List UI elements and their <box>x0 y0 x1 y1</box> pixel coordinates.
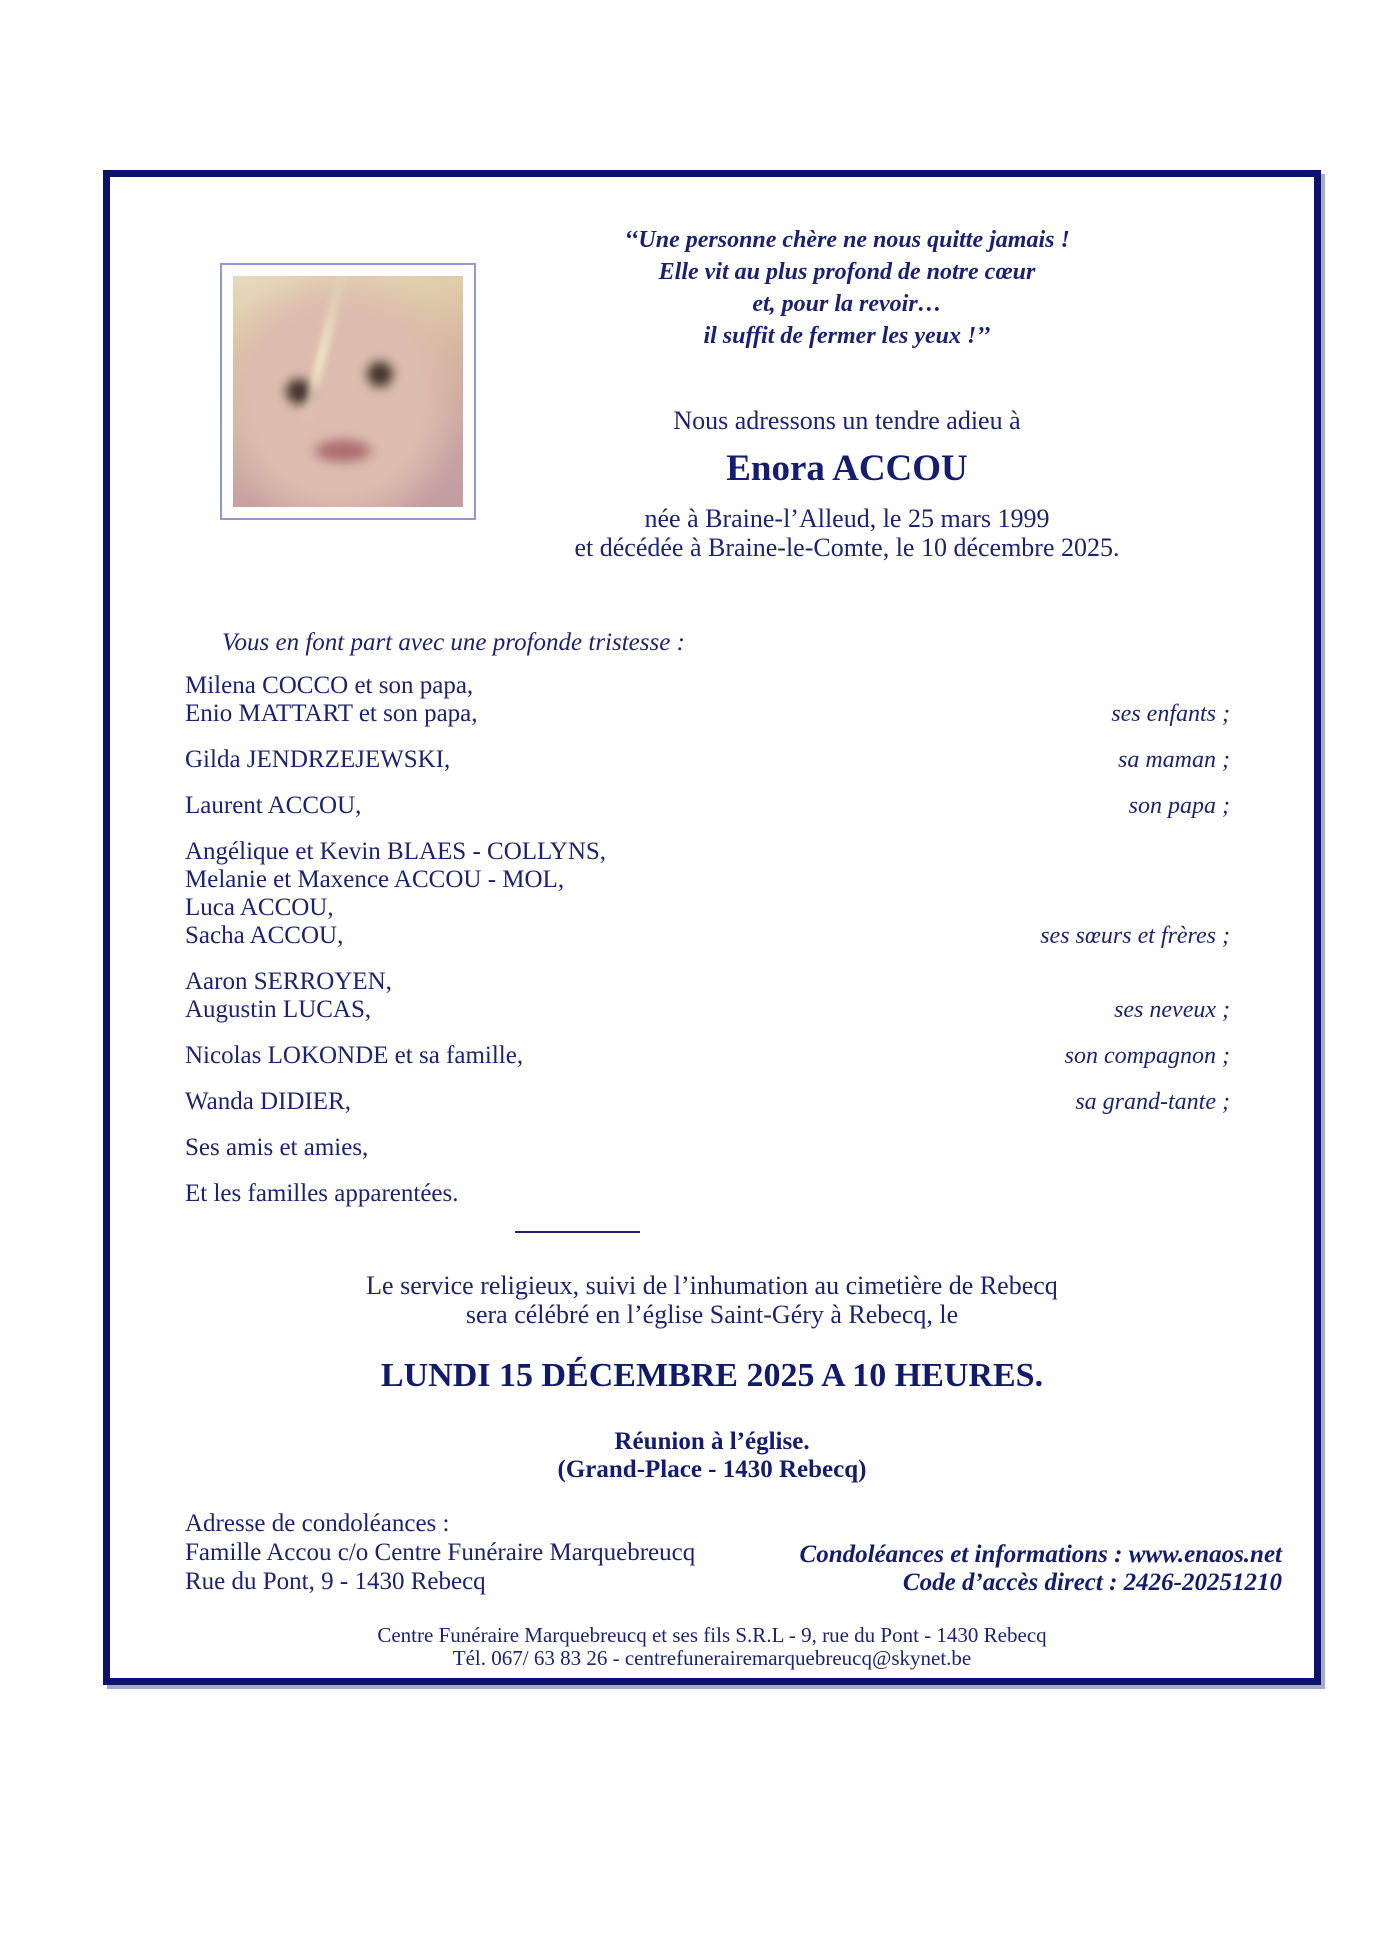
ceremony-date-line: LUNDI 15 DÉCEMBRE 2025 A 10 HEURES. <box>380 1357 1044 1394</box>
deceased-name: Enora ACCOU <box>726 448 968 489</box>
condolence-address <box>185 1509 695 1596</box>
relation-label: son compagnon ; <box>1064 1043 1230 1069</box>
family-member-name: Gilda JENDRZEJEWSKI, <box>185 746 451 773</box>
condolence-address-line: Adresse de condoléances : <box>185 1510 450 1537</box>
family-member-name: Milena COCCO et son papa, <box>185 672 474 699</box>
family-group-friends <box>185 1134 1230 1162</box>
family-list <box>185 672 1230 1226</box>
meeting-line: Réunion à l’église. <box>614 1428 810 1455</box>
service-line: Le service religieux, suivi de l’inhumation au cimetière de Rebecq <box>366 1271 1058 1300</box>
family-member-name: Enio MATTART et son papa, <box>185 700 478 727</box>
family-member-name: Et les familles apparentées. <box>185 1180 459 1207</box>
footer-line: Tél. 067/ 63 83 26 - centrefunerairemarquebreucq@skynet.be <box>452 1646 972 1670</box>
family-group-related-families <box>185 1180 1230 1208</box>
quote-line: il suffit de fermer les yeux !’’ <box>703 323 991 349</box>
family-group-mother <box>185 746 1230 774</box>
family-member-name: Wanda DIDIER, <box>185 1088 351 1115</box>
condolence-address-line: Famille Accou c/o Centre Funéraire Marquebreucq <box>185 1539 696 1566</box>
condolence-address-line: Rue du Pont, 9 - 1430 Rebecq <box>185 1568 486 1595</box>
online-condolence-line: Condoléances et informations : www.enaos.net <box>799 1541 1282 1568</box>
service-announcement <box>110 1271 1314 1329</box>
family-group-partner <box>185 1042 1230 1070</box>
online-condolence-line: Code d’accès direct : 2426-20251210 <box>902 1569 1282 1596</box>
quote-line: ‘‘Une personne chère ne nous quitte jamais ! <box>624 227 1070 253</box>
relation-label: sa grand-tante ; <box>1075 1089 1230 1115</box>
family-member-name: Luca ACCOU, <box>185 894 334 921</box>
quote-line: Elle vit au plus profond de notre cœur <box>658 259 1036 285</box>
family-member-name: Sacha ACCOU, <box>185 922 344 949</box>
quote-line: et, pour la revoir… <box>752 291 942 317</box>
relation-label: ses neveux ; <box>1114 997 1230 1023</box>
birth-death-lines <box>380 504 1314 562</box>
family-group-children <box>185 672 1230 728</box>
farewell-intro: Nous adressons un tendre adieu à <box>673 406 1021 435</box>
family-member-name: Angélique et Kevin BLAES - COLLYNS, <box>185 838 607 865</box>
family-group-father <box>185 792 1230 820</box>
meeting-info <box>110 1428 1314 1484</box>
family-member-name: Augustin LUCAS, <box>185 996 372 1023</box>
announcement-intro: Vous en font part avec une profonde tristesse : <box>222 629 685 656</box>
family-member-name: Nicolas LOKONDE et sa famille, <box>185 1042 524 1069</box>
death-line: et décédée à Braine-le-Comte, le 10 décembre 2025. <box>574 533 1120 562</box>
funeral-home-footer <box>110 1624 1314 1670</box>
family-member-name: Melanie et Maxence ACCOU - MOL, <box>185 866 565 893</box>
section-divider <box>515 1231 640 1233</box>
family-group-siblings <box>185 838 1230 950</box>
meeting-line: (Grand-Place - 1430 Rebecq) <box>557 1456 867 1483</box>
family-member-name: Laurent ACCOU, <box>185 792 362 819</box>
online-condolence-info <box>800 1541 1282 1597</box>
family-member-name: Ses amis et amies, <box>185 1134 369 1161</box>
family-member-name: Aaron SERROYEN, <box>185 968 392 995</box>
service-line: sera célébré en l’église Saint-Géry à Rebecq, le <box>465 1300 959 1329</box>
family-group-nephews <box>185 968 1230 1024</box>
footer-line: Centre Funéraire Marquebreucq et ses fils S.R.L - 9, rue du Pont - 1430 Rebecq <box>377 1623 1047 1647</box>
relation-label: ses sœurs et frères ; <box>1040 923 1230 949</box>
relation-label: sa maman ; <box>1118 747 1230 773</box>
relation-label: ses enfants ; <box>1111 701 1230 727</box>
family-group-great-aunt <box>185 1088 1230 1116</box>
birth-line: née à Braine-l’Alleud, le 25 mars 1999 <box>644 504 1050 533</box>
relation-label: son papa ; <box>1128 793 1230 819</box>
memorial-quote <box>380 224 1314 352</box>
